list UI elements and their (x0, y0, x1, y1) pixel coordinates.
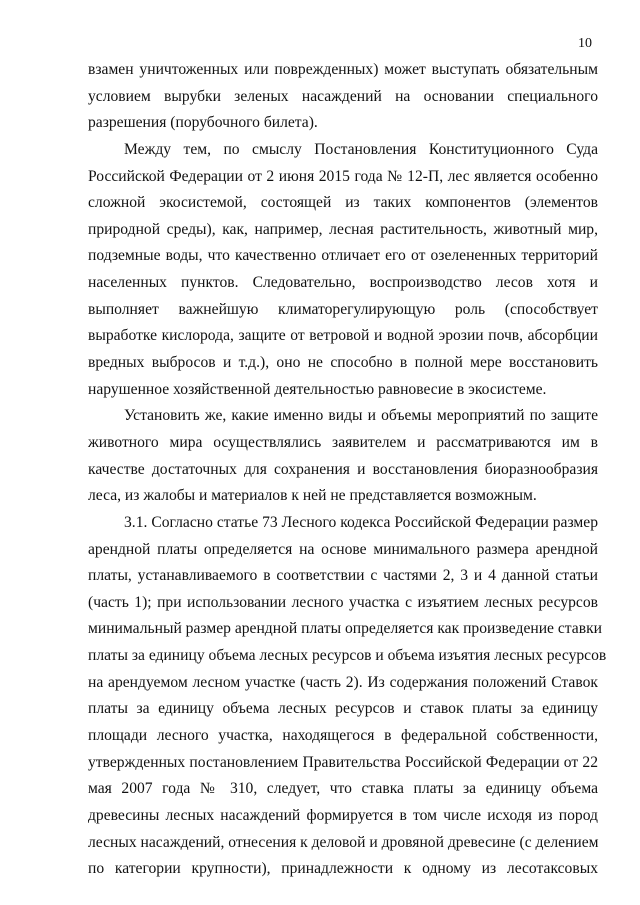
page-number: 10 (578, 36, 592, 51)
text-line: Российской Федерации от 2 июня 2015 года № 12-П, лес является особенно (88, 167, 598, 185)
text-line: платы за единицу объема лесных ресурсов и объема изъятия лесных ресурсов (88, 647, 607, 665)
text-line: мая 2007 года № 310, следует, что ставка платы за единицу объема (88, 780, 598, 798)
text-line: (часть 1); при использовании лесного участка с изъятием лесных ресурсов (88, 593, 598, 611)
paragraph-first-line: Между тем, по смыслу Постановления Конституционного Суда (124, 140, 598, 158)
text-line: лесных насаждений, отнесения к деловой и дровяной древесине (с делением (88, 833, 599, 851)
text-line: арендной платы определяется на основе минимального размера арендной (88, 540, 598, 558)
text-line: утвержденных постановлением Правительства Российской Федерации от 22 (88, 753, 598, 771)
text-line: подземные воды, что качественно отличает его от озелененных территорий (88, 247, 598, 265)
text-line: животного мира осуществлялись заявителем и рассматриваются им в (88, 433, 598, 451)
text-line: минимальный размер арендной платы определяется как произведение ставки (88, 620, 603, 638)
text-line: взамен уничтоженных или поврежденных) может выступать обязательным (88, 61, 598, 78)
text-line: вредных выбросов и т.д.), оно не способно в полной мере восстановить (88, 354, 598, 372)
text-line: нарушенное хозяйственной деятельностью равновесие в экосистеме. (88, 380, 547, 398)
body-text (88, 57, 607, 883)
text-line: платы, устанавливаемого в соответствии с частями 2, 3 и 4 данной статьи (88, 567, 598, 585)
paragraph-first-line: 3.1. Согласно статье 73 Лесного кодекса Российской Федерации размер (124, 513, 598, 531)
text-line: на арендуемом лесном участке (часть 2). Из содержания положений Ставок (88, 673, 598, 691)
text-line: площади лесного участка, находящегося в федеральной собственности, (88, 727, 598, 745)
text-line: выработке кислорода, защите от ветровой и водной эрозии почв, абсорбции (88, 327, 598, 345)
text-line: разрешения (порубочного билета). (88, 114, 318, 132)
text-line: платы за единицу объема лесных ресурсов и ставок платы за единицу (88, 700, 598, 718)
text-line: по категории крупности), принадлежности к одному из лесотаксовых (88, 860, 598, 878)
text-line: качестве достаточных для сохранения и восстановления биоразнообразия (88, 460, 598, 478)
text-line: условием вырубки зеленых насаждений на основании специального (88, 87, 598, 105)
text-line: населенных пунктов. Следовательно, воспроизводство лесов хотя и (88, 274, 598, 292)
text-line: сложной экосистемой, состоящей из таких компонентов (элементов (88, 194, 598, 212)
text-line: природной среды), как, например, лесная растительность, животный мир, (88, 220, 598, 238)
text-line: выполняет важнейшую климаторегулирующую роль (способствует (88, 300, 598, 318)
text-line: древесины лесных насаждений формируется в том числе исходя из пород (88, 806, 598, 824)
paragraph-first-line: Установить же, какие именно виды и объемы мероприятий по защите (124, 407, 598, 425)
text-line: леса, из жалобы и материалов к ней не представляется возможным. (88, 487, 537, 505)
